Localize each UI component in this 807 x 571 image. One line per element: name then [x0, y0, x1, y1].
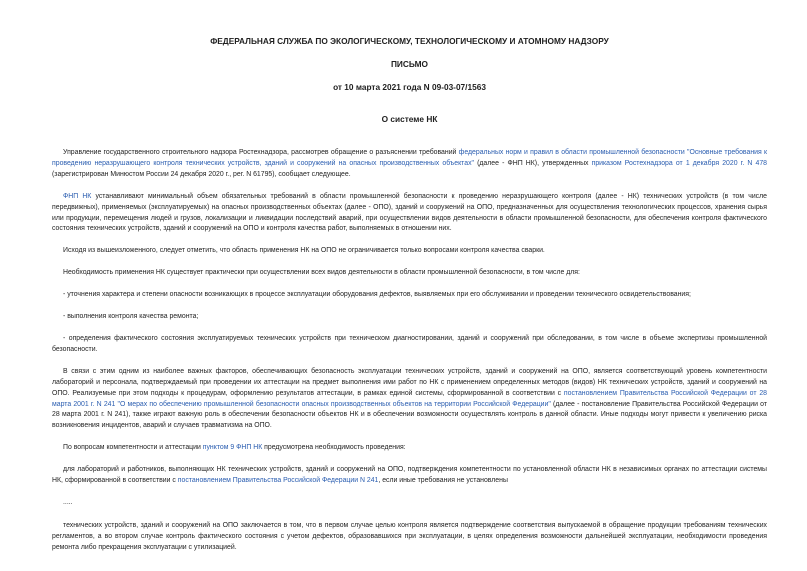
list-item-1: - уточнения характера и степени опасности возникающих в процессе эксплуатации оборудования дефектов, выявляемых при его обслуживании и проведении технического освидетельствования;	[63, 291, 691, 299]
paragraph-text: В связи с этим одним из наиболее важных факторов, обеспечивающих безопасность эксплуатации технических устройств, зданий и сооружений на ОПО, является соответствующий уровень компетентности лабораторий и персонала, подтверждаемый при проведении их аттестации на предмет выполнения ими работ по НК с применением определенных методов (видов) НК технических устройств, зданий и сооружений на ОПО. Реализуемые при этом подходы к процедурам, оформлению результатов аттестации, в рамках единой системы, сформированной в соответствии с	[52, 367, 767, 397]
paragraph-text: предусмотрена необходимость проведения:	[262, 444, 406, 452]
link-clause-9-fnp-nk[interactable]: пунктом 9 ФНП НК	[202, 444, 263, 452]
paragraph-text: (далее - ФНП НК), утвержденных	[473, 159, 592, 167]
agency-title: ФЕДЕРАЛЬНАЯ СЛУЖБА ПО ЭКОЛОГИЧЕСКОМУ, ТЕХНОЛОГИЧЕСКОМУ И АТОМНОМУ НАДЗОРУ	[210, 36, 609, 46]
paragraph-11: технических устройств, зданий и сооружений на ОПО заключается в том, что в первом случае целью контроля является подтверждение соответствия выпускаемой в обращение продукции требованиям технических регламентов, а во втором случае контроль фактического состояния с учетом дефектов, образовавшихся при эксплуатации, в целях определения возможности дальнейшей эксплуатации, необходимости проведения ремонта либо прекращения эксплуатации с утилизацией.	[52, 521, 767, 551]
paragraph-10	[52, 465, 767, 487]
paragraph-text: (далее - постановление Правительства Российской Федерации от 28 марта 2001 г. N 241), также играют важную роль в обеспечении безопасности объектов НК и в обеспечении возможности осуществлять контроль в данной области. Иные подходы могут привести к увеличению риска возникновения инцидентов, аварий и случаев травматизма на ОПО.	[52, 400, 768, 430]
paragraph-text: По вопросам компетентности и аттестации	[63, 444, 203, 452]
list-item-2: - выполнения контроля качества ремонта;	[63, 313, 199, 321]
document-subject: О системе НК	[381, 114, 438, 124]
paragraph-9	[52, 443, 767, 454]
paragraph-text: Управление государственного строительного надзора Ростехнадзора, рассмотрев обращение о разъяснении требований	[63, 149, 459, 156]
document-date-number: от 10 марта 2021 года N 09-03-07/1563	[333, 82, 486, 92]
document-body	[52, 148, 767, 554]
paragraph-8	[52, 367, 767, 432]
paragraph-2	[52, 192, 767, 236]
list-item-3: - определения фактического состояния эксплуатируемых технических устройств при техническом диагностировании, зданий и сооружений при обследовании, в том числе в объеме экспертизы промышленной безопасности.	[52, 334, 767, 353]
link-order-478[interactable]: приказом Ростехнадзора от 1 декабря 2020 г. N 478	[591, 159, 767, 167]
document-type: ПИСЬМО	[390, 59, 429, 69]
link-resolution-241[interactable]: постановлением Правительства Российской Федерации N 241	[177, 477, 379, 485]
paragraph-text: , если иные требования не установлены	[378, 477, 508, 485]
paragraph-text: устанавливают минимальный объем обязательных требований в области промышленной безопасности к проведению неразрушающего контроля (далее - НК) технических устройств (в том числе передвижных), применяемых (эксплуатируемых) на опасных производственных объектах (далее - ОПО), зданий и сооружений на ОПО, предназначенных для осуществления технологических процессов, хранения сырья или продукции, перемещения людей и грузов, локализации и ликвидации последствий аварий, при осуществлении видов деятельности в области промышленной безопасности, для обеспечения контроля фактического состояния технических устройств, зданий и сооружений на ОПО и контроля качества работ, выполняемых в отношении них.	[52, 192, 767, 233]
paragraph-1	[52, 148, 767, 181]
paragraph-4: Необходимость применения НК существует практически при осуществлении всех видов деятельности в области промышленной безопасности, в том числе для:	[63, 269, 580, 277]
paragraph-text: (зарегистрирован Минюстом России 24 декабря 2020 г., рег. N 61795), сообщает следующее.	[52, 170, 351, 178]
link-fnp-nk[interactable]: ФНП НК	[63, 192, 92, 200]
link-fnp-nk-norms[interactable]: федеральных норм и правил в области промышленной безопасности "Основные требования к проведению неразрушающего контроля технических устройств, зданий и сооружений на опасных производственных объектах"	[52, 149, 767, 167]
paragraph-text: для лабораторий и работников, выполняющих НК технических устройств, зданий и сооружений на ОПО, подтверждения компетентности по установленной области НК в независимых органах по аттестации системы НК, сформированной в соответствии с	[52, 466, 767, 485]
link-resolution-241-full[interactable]: постановлением Правительства Российской Федерации от 28 марта 2001 г. N 241 "О мерах по обеспечению промышленной безопасности опасных производственных объектов на территории Российской Федерации"	[52, 389, 767, 408]
paragraph-3: Исходя из вышеизложенного, следует отметить, что область применения НК на ОПО не ограничивается только вопросами контроля качества сварки.	[63, 247, 545, 255]
omission-dots: .....	[63, 498, 73, 506]
